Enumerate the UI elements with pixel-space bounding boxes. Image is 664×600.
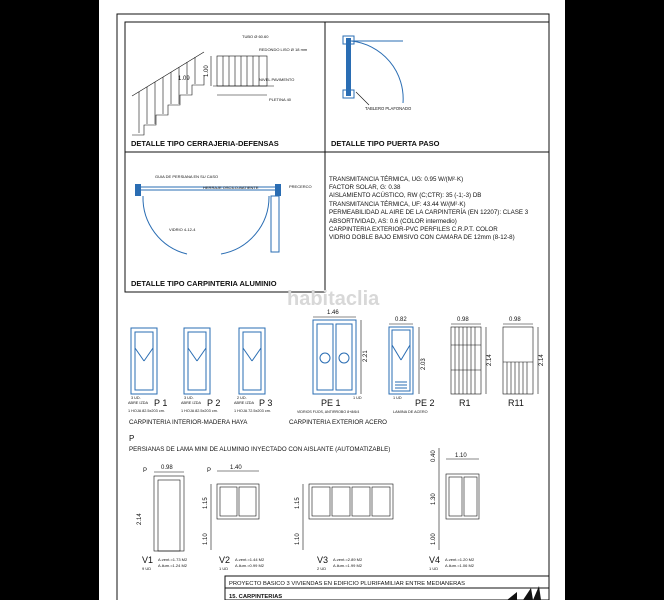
- v4-h0: 0.40: [431, 450, 437, 462]
- pe2-qty: 1 UD: [393, 396, 402, 400]
- door-pe2: [389, 327, 413, 394]
- pe1-desc: VIDRIOS FIJOS, ANTIRROBO 8+8/6/4: [297, 410, 360, 414]
- v4-h1: 1.30: [431, 493, 437, 505]
- p1-open: ABRE IZDA: [128, 401, 149, 405]
- v4-ilum: A.ilum.=1.06 M2: [445, 563, 475, 568]
- p2-qty: 3 UD.: [184, 396, 194, 400]
- aluminium-panel-frame: [125, 152, 325, 292]
- drawing-sheet: [99, 0, 565, 600]
- caption-exterior: CARPINTERIA EXTERIOR ACERO: [289, 419, 387, 426]
- stair-handrail: [132, 52, 204, 96]
- alu-frame-left: [135, 184, 141, 196]
- door-pe1: [313, 320, 356, 394]
- doors-row: [128, 310, 545, 426]
- grille-r11: [503, 327, 533, 394]
- carpentry-drawing: [99, 0, 565, 600]
- label-guia: GUIA DE PERSIANA EN SU CASO: [155, 174, 219, 179]
- window-v3-leaf-1: [312, 487, 330, 516]
- pe1-height: 2.21: [363, 350, 369, 362]
- grille-r1: [451, 327, 481, 394]
- v3-vent: A.vent.=2.89 M2: [333, 557, 363, 562]
- door-detail-panel: [325, 22, 549, 152]
- v4-name: V4: [429, 555, 441, 565]
- pe2-desc: LAMINA DE ACERO: [393, 410, 428, 414]
- r11-name: R11: [508, 398, 524, 408]
- v4-qty: 1 UD: [429, 566, 439, 571]
- spec-line: FACTOR SOLAR, G: 0.38: [329, 184, 401, 191]
- alu-wall-jamb: [271, 196, 279, 252]
- p2-open: ABRE IZDA: [181, 401, 202, 405]
- window-v4: [446, 474, 479, 519]
- r11-height: 2.14: [539, 354, 545, 366]
- stair-profile: [132, 75, 204, 135]
- window-v3-leaf-4: [372, 487, 390, 516]
- alu-swing-arc-right: [221, 196, 269, 254]
- window-v2-leaf-left: [220, 487, 237, 516]
- v3-h1: 1.15: [295, 497, 301, 509]
- v1-vent: A.vent.=1.73 M2: [158, 557, 188, 562]
- railing-detail-panel: [125, 22, 325, 152]
- railing-dim-stair: 1.09: [178, 76, 190, 82]
- grille-r11-bars: [507, 362, 527, 394]
- v2-width: 1.40: [230, 465, 242, 471]
- p3-name: P 3: [259, 398, 273, 408]
- window-v4-leaf-right: [464, 477, 477, 516]
- p1-qty: 3 UD.: [131, 396, 141, 400]
- spec-list: [329, 176, 529, 241]
- window-v1-leaf: [158, 480, 180, 551]
- pe2-width: 0.82: [395, 317, 407, 323]
- r1-height: 2.14: [487, 354, 493, 366]
- railing-front-bars: [223, 56, 259, 86]
- p2-desc: 1 HOJA 82.5x203 cm.: [181, 409, 218, 413]
- spec-line: VIDRIO DOBLE BAJO EMISIVO CON CAMARA DE 12mm (8-12-8): [329, 234, 515, 241]
- door-pe1-leaf-right: [336, 324, 352, 390]
- v1-ilum: A.ilum.=1.24 M2: [158, 563, 188, 568]
- label-herraje: HERRAJE OSCILO-BATIENTE: [203, 185, 259, 190]
- v3-h2: 1.10: [295, 533, 301, 545]
- window-v3: [309, 484, 393, 519]
- v1-name: V1: [142, 555, 154, 565]
- v2-vent: A.vent.=1.44 M2: [235, 557, 265, 562]
- r1-width: 0.98: [457, 317, 469, 323]
- alu-frame-right: [275, 184, 281, 196]
- persianas-text: PERSIANAS DE LAMA MINI DE ALUMINIO INYECTADO CON AISLANTE (AUTOMATIZABLE): [129, 446, 391, 453]
- v4-h2: 1.00: [431, 533, 437, 545]
- v1-height: 2.14: [137, 513, 143, 525]
- spec-line: ABSORTIVIDAD, AS: 0.6 (COLOR intermedio): [329, 218, 457, 225]
- p1-desc: 1 HOJA 82.5x203 cm.: [128, 409, 165, 413]
- title-block: [225, 576, 549, 600]
- spec-line: TRANSMITANCIA TÉRMICA, UF: 43.44 W/(M²·K): [329, 201, 466, 208]
- spec-line: AISLAMIENTO ACÚSTICO, RW (C;CTR): 35 (-1;-3) DB: [329, 192, 482, 199]
- window-v3-leaf-2: [332, 487, 350, 516]
- railing-panel-title: DETALLE TIPO CERRAJERIA-DEFENSAS: [131, 139, 279, 148]
- caption-interior: CARPINTERIA INTERIOR-MADERA HAYA: [129, 419, 248, 426]
- label-tablero: TABLERO PLAFONADO: [365, 106, 412, 111]
- sheet-name: 15. CARPINTERIAS: [229, 594, 283, 600]
- p3-qty: 2 UD.: [237, 396, 247, 400]
- label-redondo: REDONDO LISO Ø 18 mm: [259, 47, 308, 52]
- v3-name: V3: [317, 555, 329, 565]
- windows-row: [137, 448, 479, 571]
- door-jamb: [346, 38, 351, 96]
- label-precerco: PRECERCO: [289, 184, 312, 189]
- spec-line: CARPINTERIA EXTERIOR-PVC PERFILES C.R.P.T. COLOR: [329, 226, 498, 233]
- pe2-height: 2.03: [421, 358, 427, 370]
- door-panel-title: DETALLE TIPO PUERTA PASO: [331, 139, 440, 148]
- v4-width: 1.10: [455, 453, 467, 459]
- window-v3-leaf-3: [352, 487, 370, 516]
- pe1-width: 1.46: [327, 310, 339, 316]
- p3-open: ABRE IZDA: [234, 401, 255, 405]
- label-pletina: PLETINA 40: [269, 97, 292, 102]
- v4-vent: A.vent.=1.20 M2: [445, 557, 475, 562]
- v2-p: P: [207, 468, 212, 474]
- v1-width: 0.98: [161, 465, 173, 471]
- window-v4-leaf-left: [449, 477, 462, 516]
- v2-ilum: A.ilum.=0.99 M2: [235, 563, 265, 568]
- p2-name: P 2: [207, 398, 221, 408]
- label-nivel: NIVEL PAVIMENTO: [259, 77, 295, 82]
- aluminium-detail-panel: [125, 152, 325, 292]
- v3-qty: 2 UD: [317, 566, 327, 571]
- door-pe1-leaf-left: [317, 324, 333, 390]
- r1-name: R1: [459, 398, 471, 408]
- v2-qty: 1 UD: [219, 566, 229, 571]
- pe1-name: PE 1: [321, 398, 341, 408]
- alu-swing-arc-left: [143, 196, 187, 254]
- p1-name: P 1: [154, 398, 168, 408]
- aluminium-panel-title: DETALLE TIPO CARPINTERIA ALUMINIO: [131, 279, 277, 288]
- v2-name: V2: [219, 555, 231, 565]
- pe1-qty: 1 UD: [353, 396, 362, 400]
- logo-mark-left: [507, 592, 521, 600]
- project-name: PROYECTO BASICO 3 VIVIENDAS EN EDIFICIO PLURIFAMILIAR ENTRE MEDIANERAS: [229, 581, 466, 587]
- window-v2-leaf-right: [239, 487, 256, 516]
- door-leader: [356, 92, 369, 105]
- v3-ilum: A.ilum.=1.99 M2: [333, 563, 363, 568]
- v1-p: P: [143, 468, 148, 474]
- v1-qty: 9 UD: [142, 566, 152, 571]
- pe2-name: PE 2: [415, 398, 435, 408]
- spec-line: TRANSMITANCIA TÉRMICA, UG: 0.95 W/(M²·K): [329, 176, 464, 183]
- label-tubo: TUBO Ø 60.60: [242, 34, 269, 39]
- p3-desc: 1 HOJA 72.5x203 cm.: [234, 409, 271, 413]
- window-v2: [217, 484, 259, 519]
- window-v1: [154, 476, 184, 551]
- watermark: habitaclia: [287, 288, 380, 310]
- v2-h1: 1.15: [203, 497, 209, 509]
- r11-width: 0.98: [509, 317, 521, 323]
- door-swing-arc: [351, 41, 403, 103]
- grille-r1-bars: [451, 327, 481, 394]
- railing-dim-height: 1.00: [204, 65, 210, 77]
- v2-h2: 1.10: [203, 533, 209, 545]
- spec-line: PERMEABILIDAD AL AIRE DE LA CARPINTERÍA (EN 12207): CLASE 3: [329, 209, 529, 216]
- label-vidrio: VIDRIO 4-12-4: [169, 227, 196, 232]
- persianas-p: P: [129, 434, 135, 443]
